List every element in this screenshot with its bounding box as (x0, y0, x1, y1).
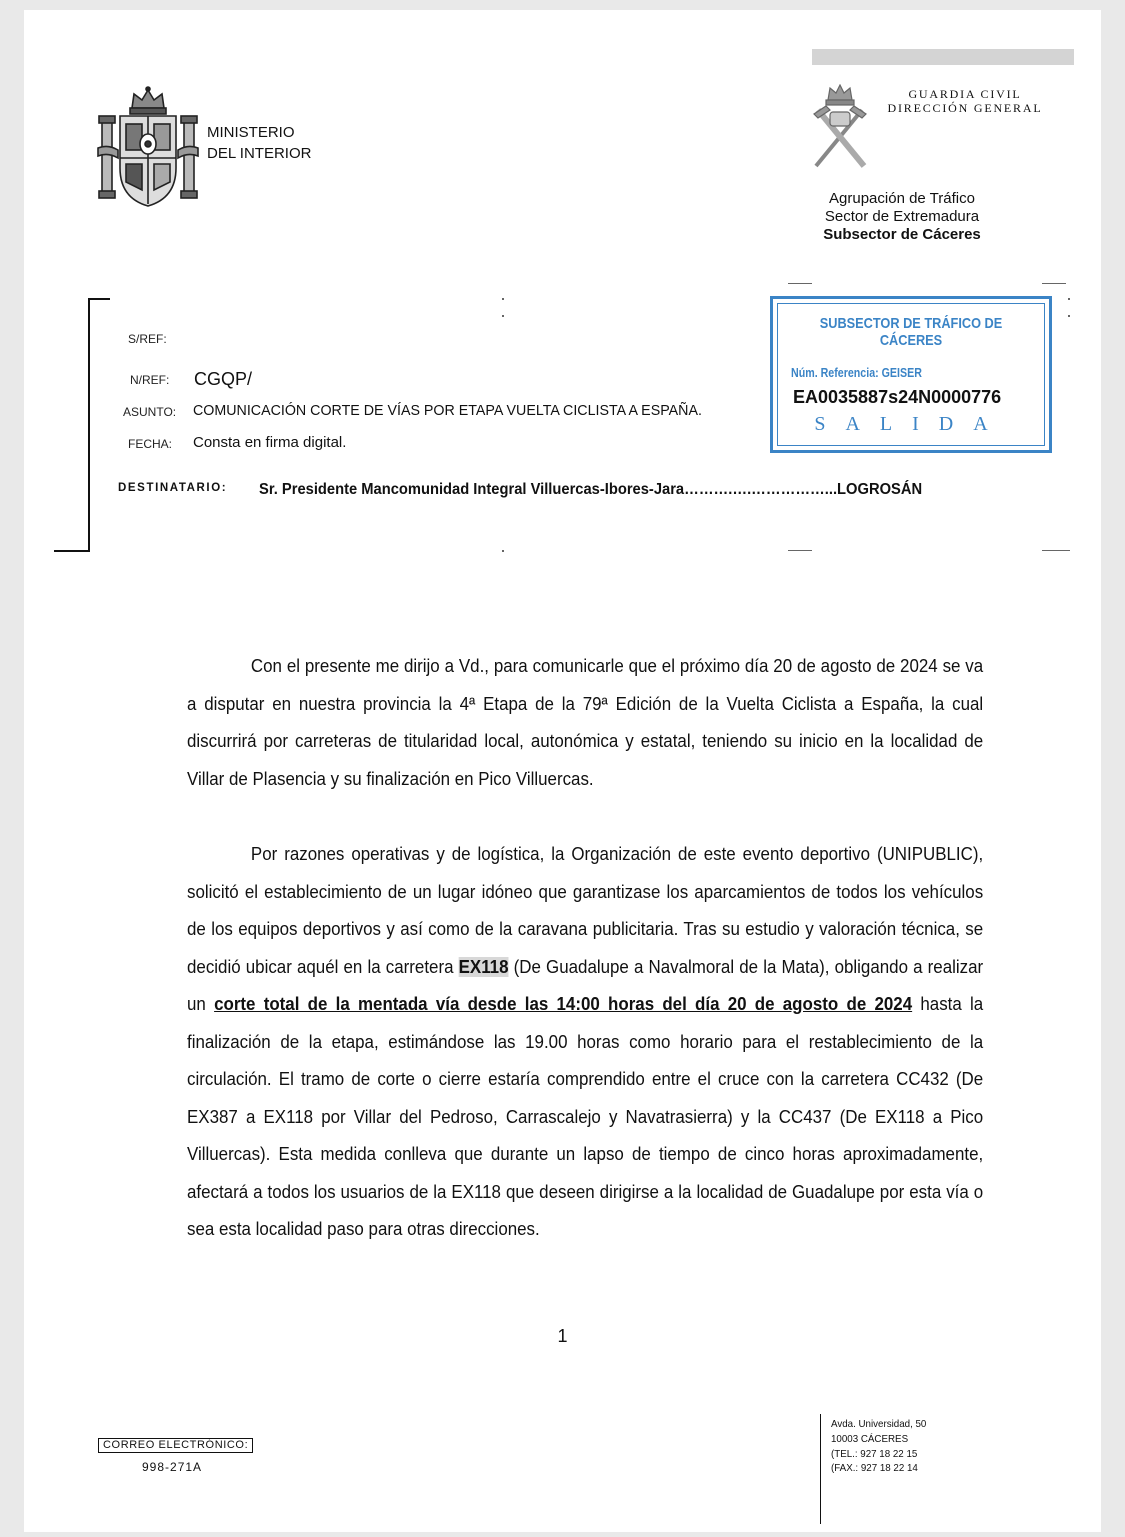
guardia-civil-emblem-icon (810, 84, 870, 168)
stamp-title: SUBSECTOR DE TRÁFICO DE CÁCERES (819, 315, 1003, 349)
asunto-label: ASUNTO: (123, 405, 177, 419)
guardia-civil-header (886, 87, 1044, 115)
header-gray-bar (812, 49, 1074, 65)
corner-mark (502, 550, 504, 552)
corner-mark (1042, 550, 1070, 551)
registry-stamp (770, 296, 1052, 453)
ministry-line-1: MINISTERIO (207, 124, 295, 141)
corner-mark (788, 283, 812, 284)
bracket-bottom (54, 550, 90, 552)
corner-mark (1068, 315, 1070, 317)
page-number: 1 (557, 1326, 568, 1346)
stamp-salida: SALIDA (814, 413, 1008, 435)
stamp-reference-number: EA0035887s24N0000776 (793, 387, 1002, 407)
paragraph-2-text-a: Por razones operativas y de logística, la Organización de este evento deportivo (UNIPUBLIC), solicitó el establecimiento de un lugar idóneo que garantizase los aparcamientos de todos los vehículos de los equipos deportivos y así como de la caravana publicitaria. Tras su estudio y valoración técnica, se decidió ubicar aquél en la carretera (187, 844, 984, 977)
document-page (24, 10, 1101, 1532)
address-line-1: Avda. Universidad, 50 (831, 1418, 927, 1430)
destinatario-label: DESTINATARIO: (118, 482, 228, 494)
sref-label: S/REF: (128, 332, 167, 346)
ministry-name (207, 122, 311, 164)
issuing-unit (802, 190, 1002, 244)
footer-address (831, 1417, 926, 1476)
unit-line-1: Agrupación de Tráfico (829, 190, 975, 207)
corner-mark (502, 298, 504, 300)
asunto-value: COMUNICACIÓN CORTE DE VÍAS POR ETAPA VUELTA CICLISTA A ESPAÑA. (193, 402, 702, 419)
guardia-civil-line-1: GUARDIA CIVIL (908, 87, 1022, 101)
guardia-civil-line-2: DIRECCIÓN GENERAL (887, 101, 1043, 115)
address-line-3: (TEL.: 927 18 22 15 (831, 1447, 918, 1460)
address-line-2: 10003 CÁCERES (831, 1432, 909, 1445)
destinatario-value: Sr. Presidente Mancomunidad Integral Villuercas-Ibores-Jara……….….……………...LOGROSÁN (259, 481, 923, 498)
header-bracket (88, 298, 90, 552)
email-label: CORREO ELECTRÓNICO: (98, 1438, 253, 1453)
corner-mark (502, 315, 504, 317)
road-code-highlight: EX118 (458, 956, 509, 977)
corner-mark (1068, 298, 1070, 300)
unit-line-2: Sector de Extremadura (824, 208, 980, 225)
spain-coat-of-arms-icon (96, 86, 200, 210)
footer-divider (820, 1414, 821, 1524)
paragraph-2-text-b: (De Guadalupe a Navalmoral de la Mata), obligando a realizar un (187, 956, 984, 1014)
nref-value: CGQP/ (194, 369, 253, 389)
bracket-top (88, 298, 110, 300)
paragraph-1: Con el presente me dirijo a Vd., para comunicarle que el próximo día 20 de agosto de 2024 se va a disputar en nuestra provincia la 4ª Etapa de la 79ª Edición de la Vuelta Ciclista a España, la cual discurrirá por carreteras de titularidad local, autonómica y estatal, teniendo su inicio en la localidad de Villar de Plasencia y su finalización en Pico Villuercas. (187, 656, 984, 789)
paragraph-2-text-c: hasta la finalización de la etapa, estimándose las 19.00 horas como horario para el restablecimiento de la circulación. El tramo de corte o cierre estaría comprendido entre el cruce con la carretera CC432 (De EX387 a EX118 por Villar del Pedroso, Carrascalejo y Navatrasierra) y la CC437 (De EX118 a Pico Villuercas). Esta medida conlleva que durante un lapso de tiempo de cinco horas aproximadamente, afectará a todos los usuarios de la EX118 que deseen dirigirse a la localidad de Guadalupe por esta vía o sea esta localidad paso para otras direcciones. (187, 994, 984, 1239)
fecha-value: Consta en firma digital. (193, 434, 347, 451)
fecha-label: FECHA: (128, 437, 173, 451)
stamp-reference-label: Núm. Referencia: GEISER (791, 365, 922, 380)
address-line-4: (FAX.: 927 18 22 14 (831, 1462, 918, 1475)
letter-body (187, 648, 983, 1249)
unit-line-3: Subsector de Cáceres (823, 226, 981, 243)
corner-mark (788, 550, 812, 551)
ministry-line-2: DEL INTERIOR (207, 145, 312, 162)
closure-time-emphasis: corte total de la mentada vía desde las 14:00 horas del día 20 de agosto de 2024 (214, 994, 913, 1014)
document-code: 998-271A (142, 1460, 203, 1474)
paragraph-2 (187, 836, 983, 1249)
nref-label: N/REF: (130, 373, 170, 387)
corner-mark (1042, 283, 1066, 284)
